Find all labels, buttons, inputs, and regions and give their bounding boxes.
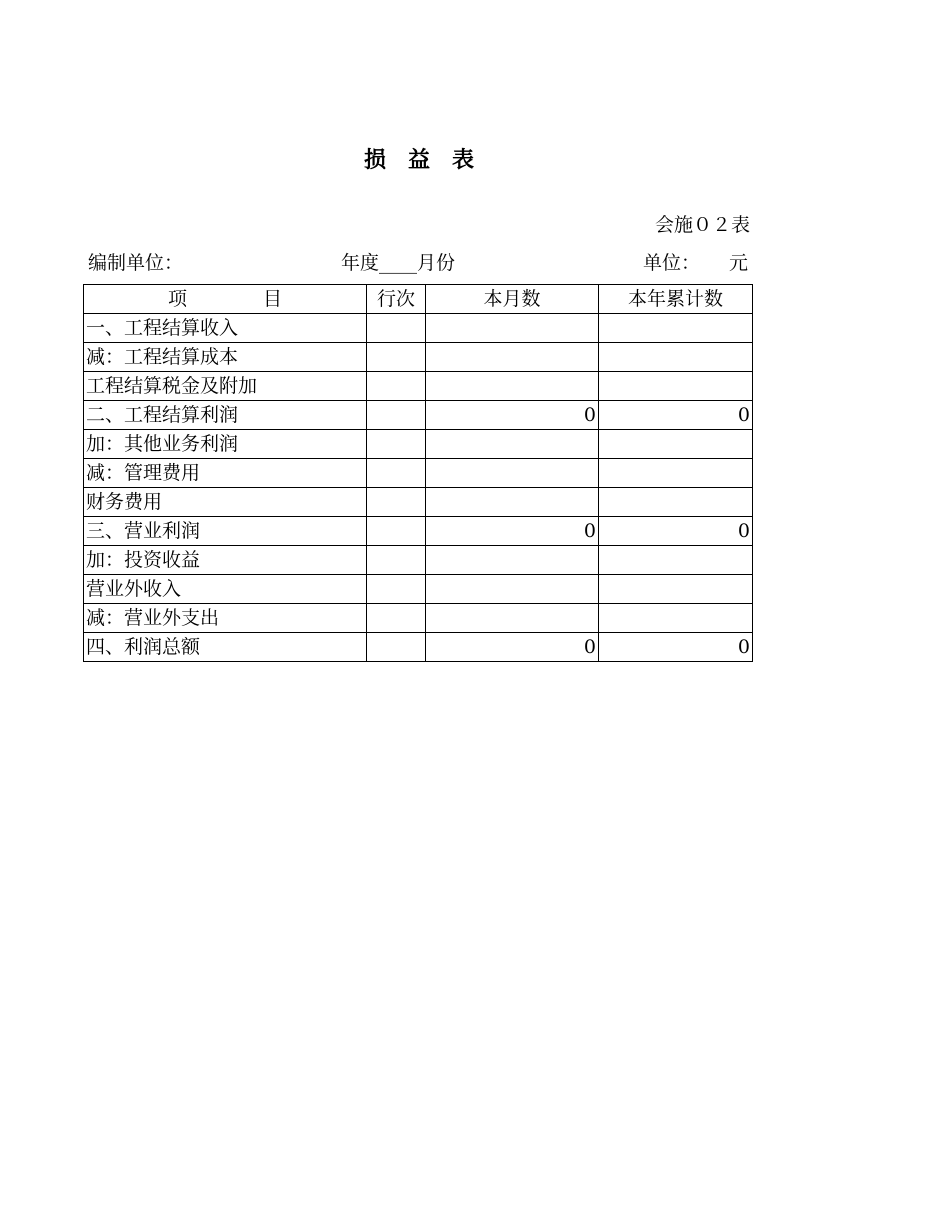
row-year[interactable] bbox=[599, 314, 753, 343]
column-header-line: 行次 bbox=[367, 285, 426, 314]
row-year[interactable] bbox=[599, 372, 753, 401]
row-month[interactable]: 0 bbox=[426, 517, 599, 546]
row-line[interactable] bbox=[367, 575, 426, 604]
row-item: 一、工程结算收入 bbox=[84, 314, 367, 343]
row-item: 减：营业外支出 bbox=[84, 604, 367, 633]
table-row bbox=[84, 546, 753, 575]
row-line[interactable] bbox=[367, 401, 426, 430]
row-month[interactable] bbox=[426, 459, 599, 488]
table-row bbox=[84, 633, 753, 662]
row-year[interactable]: 0 bbox=[599, 517, 753, 546]
row-month[interactable] bbox=[426, 575, 599, 604]
row-month[interactable] bbox=[426, 546, 599, 575]
row-year[interactable]: 0 bbox=[599, 401, 753, 430]
row-item: 工程结算税金及附加 bbox=[84, 372, 367, 401]
table-row bbox=[84, 459, 753, 488]
table-row bbox=[84, 604, 753, 633]
column-header-month: 本月数 bbox=[426, 285, 599, 314]
row-item: 四、利润总额 bbox=[84, 633, 367, 662]
row-item: 加：投资收益 bbox=[84, 546, 367, 575]
row-line[interactable] bbox=[367, 546, 426, 575]
row-month[interactable] bbox=[426, 314, 599, 343]
row-month[interactable] bbox=[426, 488, 599, 517]
page-title: 损 益 表 bbox=[363, 147, 474, 173]
row-month[interactable]: 0 bbox=[426, 633, 599, 662]
row-item: 财务费用 bbox=[84, 488, 367, 517]
row-item: 减：管理费用 bbox=[84, 459, 367, 488]
row-month[interactable] bbox=[426, 372, 599, 401]
row-year[interactable] bbox=[599, 488, 753, 517]
row-line[interactable] bbox=[367, 372, 426, 401]
report-meta bbox=[0, 248, 950, 278]
row-month[interactable] bbox=[426, 604, 599, 633]
unit-label: 单位： bbox=[643, 252, 701, 274]
table-row bbox=[84, 314, 753, 343]
row-month[interactable] bbox=[426, 430, 599, 459]
table-row bbox=[84, 430, 753, 459]
row-item: 二、工程结算利润 bbox=[84, 401, 367, 430]
row-year[interactable] bbox=[599, 430, 753, 459]
income-statement-table bbox=[83, 284, 753, 662]
row-item: 加：其他业务利润 bbox=[84, 430, 367, 459]
table-header-row bbox=[84, 285, 753, 314]
unit-value: 元 bbox=[729, 252, 749, 274]
row-year[interactable] bbox=[599, 546, 753, 575]
row-item: 营业外收入 bbox=[84, 575, 367, 604]
row-item: 减：工程结算成本 bbox=[84, 343, 367, 372]
table-row bbox=[84, 343, 753, 372]
table-row bbox=[84, 372, 753, 401]
row-year[interactable] bbox=[599, 604, 753, 633]
row-line[interactable] bbox=[367, 488, 426, 517]
table-row bbox=[84, 575, 753, 604]
column-header-item: 项 目 bbox=[84, 285, 367, 314]
row-line[interactable] bbox=[367, 314, 426, 343]
row-line[interactable] bbox=[367, 633, 426, 662]
row-year[interactable] bbox=[599, 459, 753, 488]
column-header-year: 本年累计数 bbox=[599, 285, 753, 314]
row-year[interactable] bbox=[599, 343, 753, 372]
row-item: 三、营业利润 bbox=[84, 517, 367, 546]
form-code: 会施０２表 bbox=[654, 214, 750, 236]
row-month[interactable] bbox=[426, 343, 599, 372]
row-line[interactable] bbox=[367, 459, 426, 488]
row-year[interactable]: 0 bbox=[599, 633, 753, 662]
compiler-label: 编制单位： bbox=[88, 252, 184, 274]
period-text: 年度____月份 bbox=[341, 252, 456, 274]
row-line[interactable] bbox=[367, 430, 426, 459]
table-row bbox=[84, 488, 753, 517]
row-year[interactable] bbox=[599, 575, 753, 604]
row-line[interactable] bbox=[367, 343, 426, 372]
row-line[interactable] bbox=[367, 604, 426, 633]
table-row bbox=[84, 401, 753, 430]
row-month[interactable]: 0 bbox=[426, 401, 599, 430]
row-line[interactable] bbox=[367, 517, 426, 546]
table-row bbox=[84, 517, 753, 546]
